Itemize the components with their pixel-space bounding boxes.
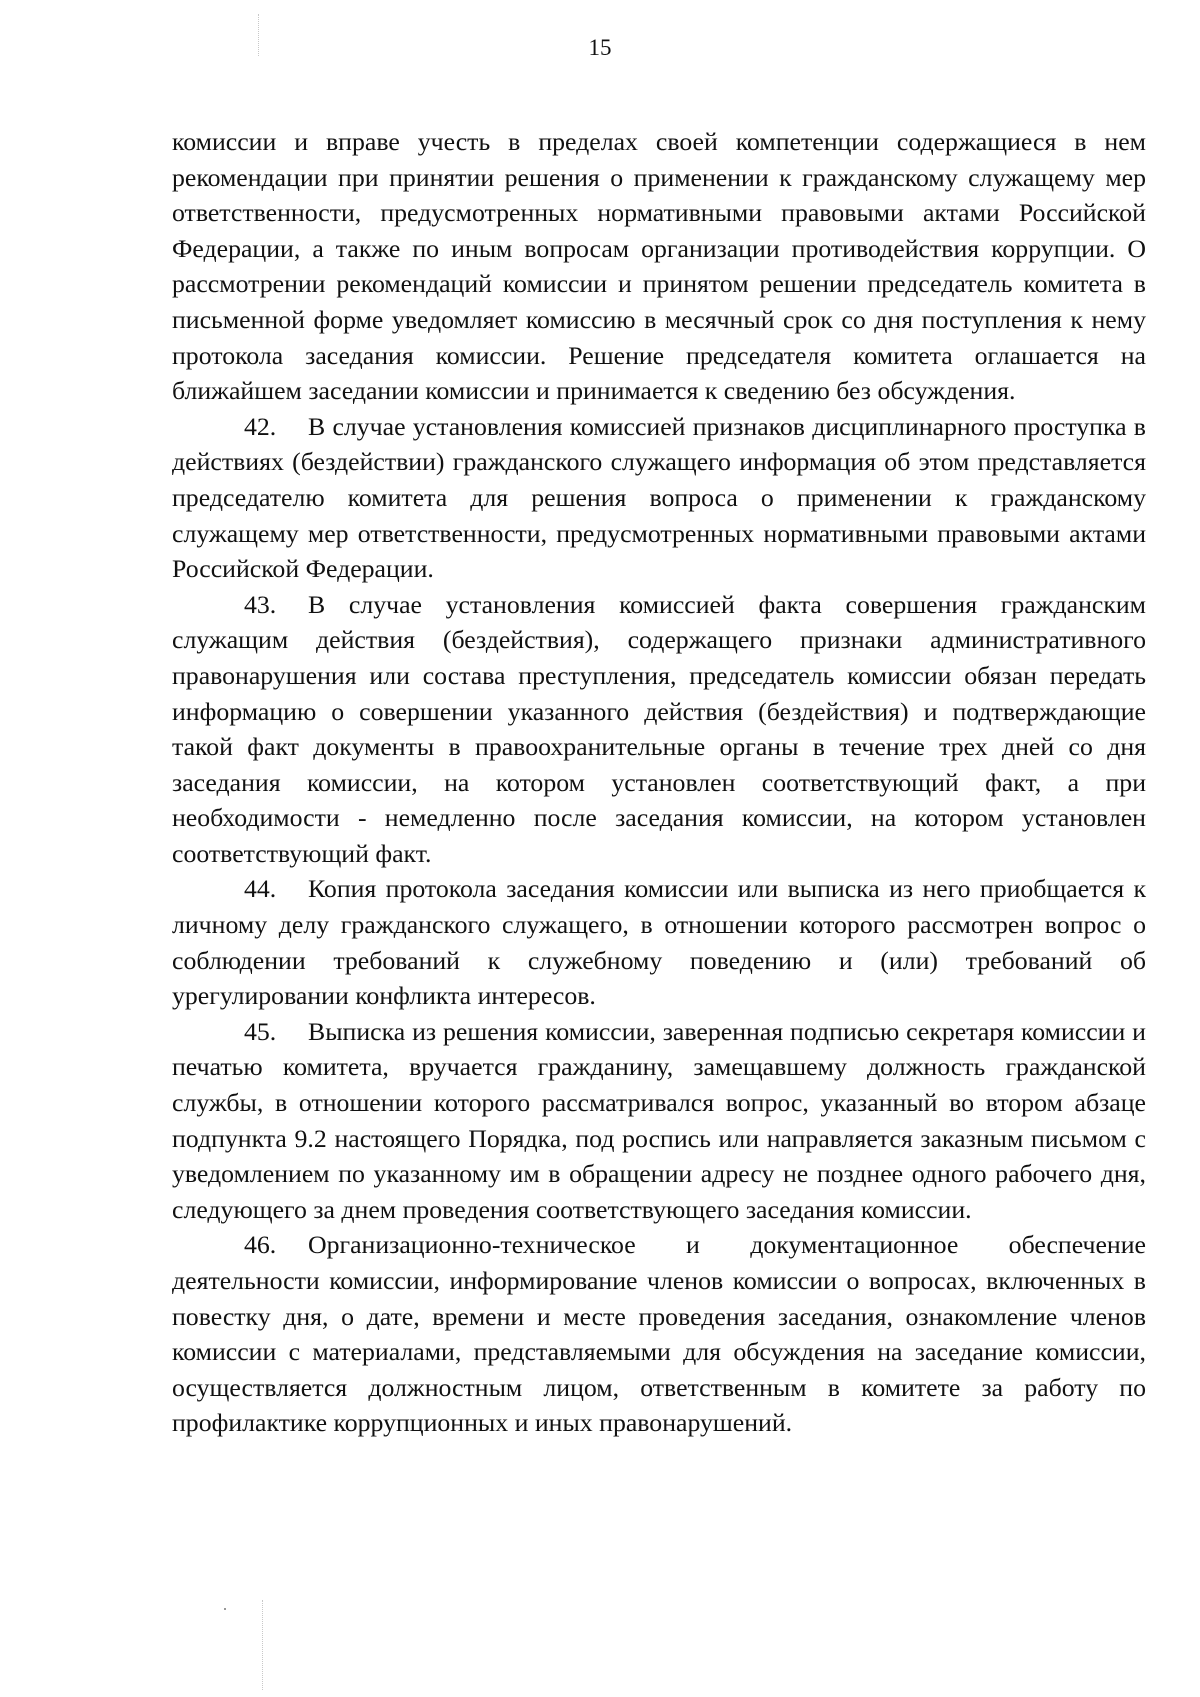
- paragraph-text: В случае установления комиссией признаков дисциплинарного проступка в действиях (бездействии) гражданского служащего информация об этом представляется председателю комитета для решения вопроса о применении к гражданскому служащему мер ответственности, предусмотренных нормативными правовыми актами Российской Федерации.: [172, 411, 1146, 584]
- paragraph-number: 46.: [244, 1230, 277, 1260]
- paragraph-number: 42.: [244, 411, 277, 441]
- paragraph-text: комиссии и вправе учесть в пределах своей компетенции содержащиеся в нем рекомендации при принятии решения о применении к гражданскому служащему мер ответственности, предусмотренных нормативными правовыми актами Российской Федерации, а также по иным вопросам организации противодействия коррупции. О рассмотрении рекомендаций комиссии и принятом решении председатель комитета в письменной форме уведомляет комиссию в месячный срок со дня поступления к нему протокола заседания комиссии. Решение председателя комитета оглашается на ближайшем заседании комиссии и принимается к сведению без обсуждения.: [172, 127, 1146, 406]
- paragraph-42: [172, 409, 1146, 587]
- paragraph-text: Организационно-техническое и документационное обеспечение деятельности комиссии, информирование членов комиссии о вопросах, включенных в повестку дня, о дате, времени и месте проведения заседания, ознакомление членов комиссии с материалами, представляемыми для обсуждения на заседание комиссии, осуществляется должностным лицом, ответственным в комитете за работу по профилактике коррупционных и иных правонарушений.: [172, 1230, 1146, 1438]
- paragraph-43: [172, 587, 1146, 872]
- paragraph-text: В случае установления комиссией факта совершения гражданским служащим действия (бездействия), содержащего признаки административного правонарушения или состава преступления, председатель комиссии обязан передать информацию о совершении указанного действия (бездействия) и подтверждающие такой факт документы в правоохранительные органы в течение трех дней со дня заседания комиссии, на котором установлен соответствующий факт, а при необходимости - немедленно после заседания комиссии, на котором установлен соответствующий факт.: [172, 589, 1146, 868]
- paragraph-text: Копия протокола заседания комиссии или выписка из него приобщается к личному делу гражданского служащего, в отношении которого рассмотрен вопрос о соблюдении требований к служебному поведению и (или) требований об урегулировании конфликта интересов.: [172, 874, 1146, 1011]
- scan-speck: [224, 1608, 226, 1610]
- scan-fold-mark-bottom: [262, 1600, 263, 1690]
- document-body: [172, 124, 1146, 1441]
- paragraph-continuation: [172, 124, 1146, 409]
- paragraph-number: 43.: [244, 589, 277, 619]
- paragraph-45: [172, 1014, 1146, 1228]
- paragraph-number: 45.: [244, 1016, 277, 1046]
- page-number: 15: [588, 35, 612, 60]
- paragraph-44: [172, 871, 1146, 1013]
- paragraph-number: 44.: [244, 874, 277, 904]
- paragraph-46: [172, 1227, 1146, 1441]
- paragraph-text: Выписка из решения комиссии, заверенная подписью секретаря комиссии и печатью комитета, вручается гражданину, замещавшему должность гражданской службы, в отношении которого рассматривался вопрос, указанный во втором абзаце подпункта 9.2 настоящего Порядка, под роспись или направляется заказным письмом с уведомлением по указанному им в обращении адресу не позднее одного рабочего дня, следующего за днем проведения соответствующего заседания комиссии.: [172, 1016, 1146, 1224]
